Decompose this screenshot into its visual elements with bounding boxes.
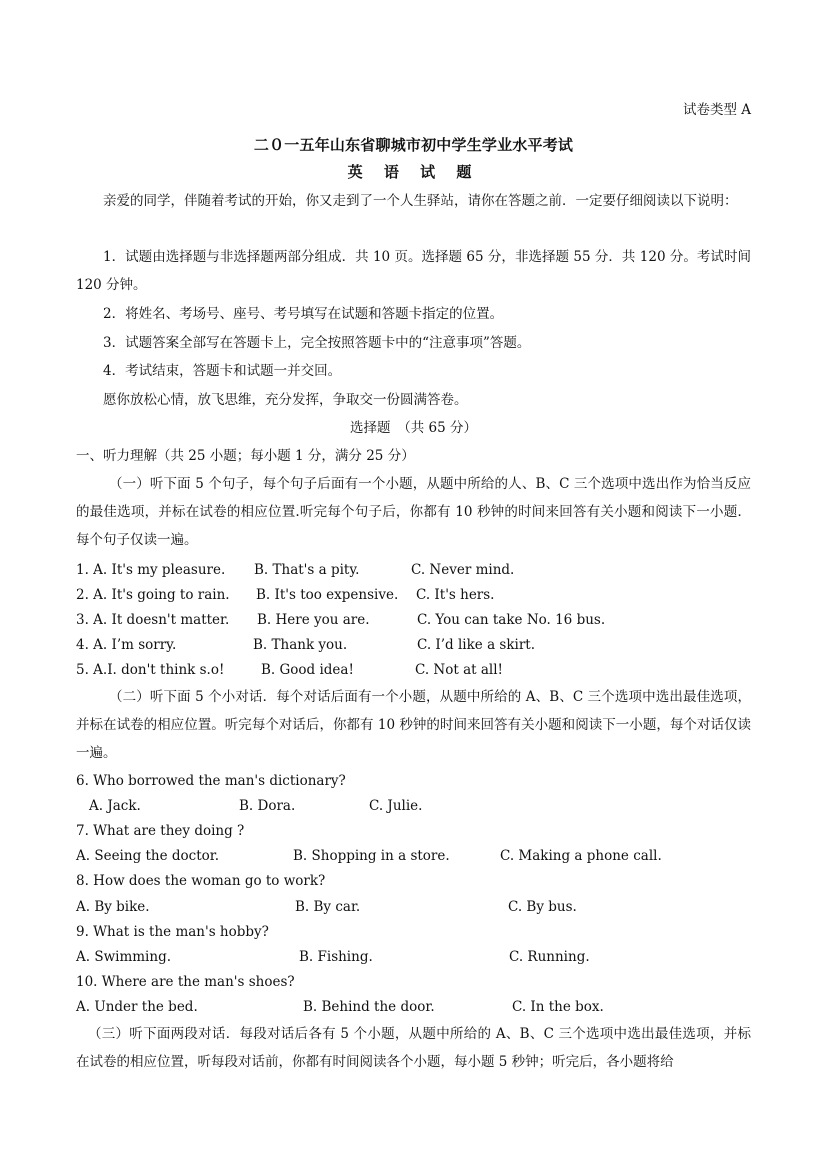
q5-option-a: 5. A.I. don't think s.o! (76, 662, 225, 678)
q8-stem: 8. How does the woman go to work? (76, 873, 326, 889)
sub3-instructions: （三）听下面两段对话．每段对话后各有 5 个小题，从题中所给的 A、B、C 三个选项中选出最佳选项，并标在试卷的相应位置，听每段对话前，你都有时间阅读各个小题，每小题 5 秒钟；听完后，各小题将给 (76, 1026, 751, 1070)
q4-option-c: C. I’d like a skirt. (417, 637, 536, 653)
q10-stem: 10. Where are the man's shoes? (76, 974, 295, 990)
q3-option-b: B. Here you are. (257, 612, 370, 628)
q3-option-a: 3. A. It doesn't matter. (76, 612, 230, 628)
q1-option-a: 1. A. It's my pleasure. (76, 562, 226, 578)
q4-option-b: B. Thank you. (253, 637, 348, 653)
section-heading: 选择题 （共 65 分） (349, 420, 477, 436)
q2-option-a: 2. A. It's going to rain. (76, 587, 230, 603)
q9-stem: 9. What is the man's hobby? (76, 924, 269, 940)
paper-type-label: 试卷类型 A (682, 102, 751, 118)
q7-option-a: A. Seeing the doctor. (76, 848, 220, 864)
q6-option-b: B. Dora. (239, 798, 296, 814)
intro-note-4: 4．考试结束，答题卡和试题一并交回。 (103, 363, 342, 379)
q10-option-a: A. Under the bed. (76, 999, 198, 1015)
q2-option-c: C. It's hers. (416, 587, 495, 603)
q9-option-b: B. Fishing. (299, 949, 373, 965)
intro-note-3: 3．试题答案全部写在答题卡上，完全按照答题卡中的“注意事项”答题。 (103, 335, 531, 351)
q9-option-c: C. Running. (509, 949, 590, 965)
q8-option-a: A. By bike. (76, 899, 150, 915)
q6-option-a: A. Jack. (89, 798, 141, 814)
q5-option-b: B. Good idea! (261, 662, 354, 678)
intro-closing: 愿你放松心情，放飞思维，充分发挥，争取交一份圆满答卷。 (103, 392, 468, 408)
q8-option-c: C. By bus. (508, 899, 577, 915)
q2-option-b: B. It's too expensive. (256, 587, 399, 603)
sub2-instructions: （二）听下面 5 个小对话．每个对话后面有一个小题，从题中所给的 A、B、C 三个选项中选出最佳选项，并标在试卷的相应位置。听完每个对话后，你都有 10 秒钟的时间来回答有关小题和阅读下一小题，每个对话仅读一遍。 (76, 689, 751, 761)
exam-subtitle: 英 语 试 题 (347, 163, 480, 181)
q9-option-a: A. Swimming. (76, 949, 172, 965)
q7-stem: 7. What are they doing ? (76, 823, 245, 839)
q6-option-c: C. Julie. (369, 798, 423, 814)
intro-greeting: 亲爱的同学，伴随着考试的开始，你又走到了一个人生驿站，请你在答题之前．一定要仔细阅读以下说明： (103, 193, 738, 209)
q4-option-a: 4. A. I’m sorry. (76, 637, 177, 653)
q1-option-c: C. Never mind. (411, 562, 515, 578)
q7-option-b: B. Shopping in a store. (293, 848, 450, 864)
sub1-instructions: （一）听下面 5 个句子，每个句子后面有一个小题，从题中所给的人、B、C 三个选项中选出作为恰当反应的最佳选项，并标在试卷的相应位置.听完每个句子后，你都有 10 秒钟的时间来回答有关小题和阅读下一小题．每个句子仅读一遍。 (76, 476, 751, 548)
q3-option-c: C. You can take No. 16 bus. (417, 612, 606, 628)
q6-stem: 6. Who borrowed the man's dictionary? (76, 773, 346, 789)
q10-option-b: B. Behind the door. (303, 999, 435, 1015)
q1-option-b: B. That's a pity. (254, 562, 360, 578)
intro-note-1: 1．试题由选择题与非选择题两部分组成．共 10 页。选择题 65 分，非选择题 55 分．共 120 分。考试时间 120 分钟。 (76, 249, 751, 293)
q5-option-c: C. Not at all! (415, 662, 503, 678)
intro-note-2: 2．将姓名、考场号、座号、考号填写在试题和答题卡指定的位置。 (103, 306, 504, 322)
q10-option-c: C. In the box. (512, 999, 604, 1015)
q7-option-c: C. Making a phone call. (500, 848, 662, 864)
exam-title: 二０一五年山东省聊城市初中学生学业水平考试 (253, 136, 574, 154)
q8-option-b: B. By car. (295, 899, 361, 915)
part1-title: 一、听力理解（共 25 小题；每小题 1 分，满分 25 分） (76, 448, 415, 464)
